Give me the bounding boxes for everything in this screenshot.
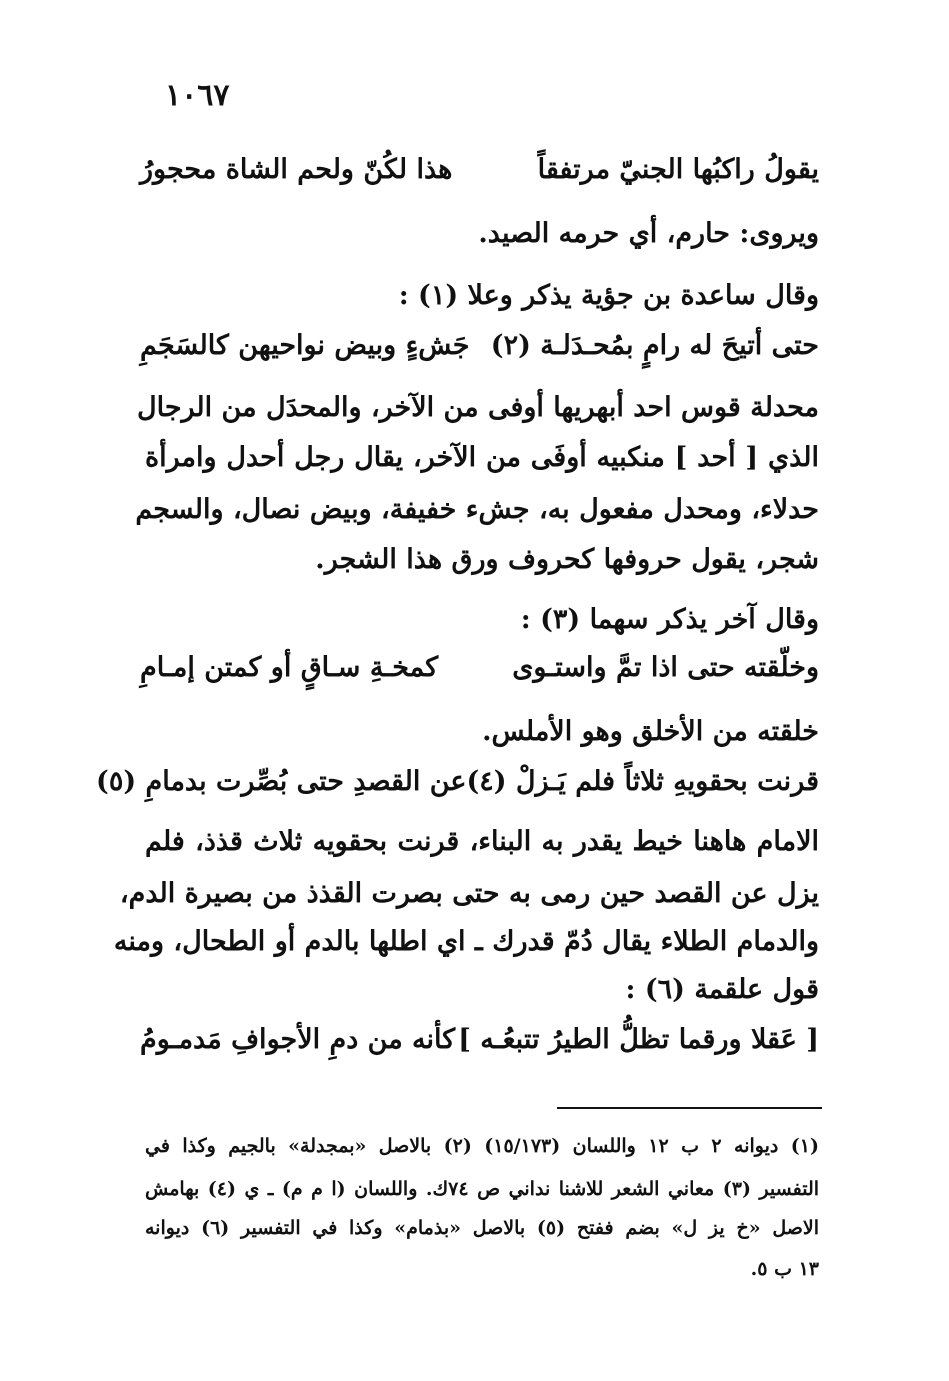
- text-line: وقال ساعدة بن جؤية يذكر وعلا (١) :: [398, 280, 819, 311]
- footnote-line: التفسير (٣) معاني الشعر للاشنا نداني ص ٧٤ك. واللسان (ا م م) ـ ي (٤) بهامش: [145, 1178, 820, 1200]
- verse-second-hemistich: كأنه من دمِ الأجوافِ مَدمـومُ: [140, 1024, 456, 1055]
- text-line: الذي [ أحد ] منكبيه أوفَى من الآخر، يقال رجل أحدل وامرأة: [145, 442, 819, 473]
- footnote-line: الاصل «خ يز ل» بضم ففتح (٥) بالاصل «بذمام» وكذا في التفسير (٦) ديوانه: [145, 1217, 819, 1239]
- page-number: ١٠٦٧: [165, 78, 230, 113]
- verse-first-hemistich: حتى أتيحَ له رامٍ بمُحـدَلـة (٢): [490, 330, 819, 361]
- verse-second-hemistich: كمخـةِ سـاقٍ أو كمتن إمـامِ: [140, 652, 439, 683]
- verse-line: [140, 326, 819, 366]
- text-line: الامام هاهنا خيط يقدر به البناء، قرنت بحقويه ثلاث قذذ، فلم: [145, 826, 819, 857]
- verse-first-hemistich: يقولُ راكبُها الجنيّ مرتفقاً: [537, 154, 819, 185]
- footnote-line: ١٣ ب ٥.: [750, 1258, 819, 1280]
- text-line: حدلاء، ومحدل مفعول به، جشء خفيفة، وبيض نصال، والسجم: [135, 494, 819, 525]
- text-line: محدلة قوس احد أبهريها أوفى من الآخر، والمحدَل من الرجال: [136, 392, 819, 423]
- text-line: والدمام الطلاء يقال دُمّ قدرك ـ اي اطلها بالدم أو الطحال، ومنه: [113, 926, 819, 957]
- verse-line: [140, 150, 819, 190]
- verse-second-hemistich: جَشءٍ وبيض نواحيهن كالسَجَمِ: [140, 330, 470, 361]
- text-line: يزل عن القصد حين رمى به حتى بصرت القذذ من بصيرة الدم،: [119, 878, 819, 909]
- verse-second-hemistich: عن القصدِ حتى بُصِّرت بدمامِ (٥): [96, 766, 467, 797]
- verse-line: [140, 1020, 819, 1060]
- text-line: شجر، يقول حروفها كحروف ورق هذا الشجر.: [315, 544, 819, 575]
- verse-first-hemistich: قرنت بحقويهِ ثلاثاً فلم يَـزلْ (٤): [466, 766, 819, 797]
- text-line: قول علقمة (٦) :: [625, 974, 819, 1005]
- verse-first-hemistich: [ عَقلا ورقما تظلُّ الطيرُ تتبعُـه ]: [458, 1024, 819, 1055]
- text-line: ويروى: حارم، أي حرمه الصيد.: [478, 218, 819, 249]
- footnote-separator: [557, 1107, 822, 1109]
- text-line: وقال آخر يذكر سهما (٣) :: [520, 604, 819, 635]
- verse-second-hemistich: هذا لكُنّ ولحم الشاة محجورُ: [140, 154, 453, 185]
- footnote-line: (١) ديوانه ٢ ب ١٢ واللسان (١٥/١٧٣) (٢) بالاصل «بمجدلة» بالجيم وكذا في: [145, 1135, 819, 1157]
- text-line: خلقته من الأخلق وهو الأملس.: [482, 716, 819, 747]
- verse-line: [96, 762, 819, 802]
- verse-first-hemistich: وخلّقته حتى اذا تمَّ واستـوى: [512, 652, 819, 683]
- verse-line: [140, 648, 819, 688]
